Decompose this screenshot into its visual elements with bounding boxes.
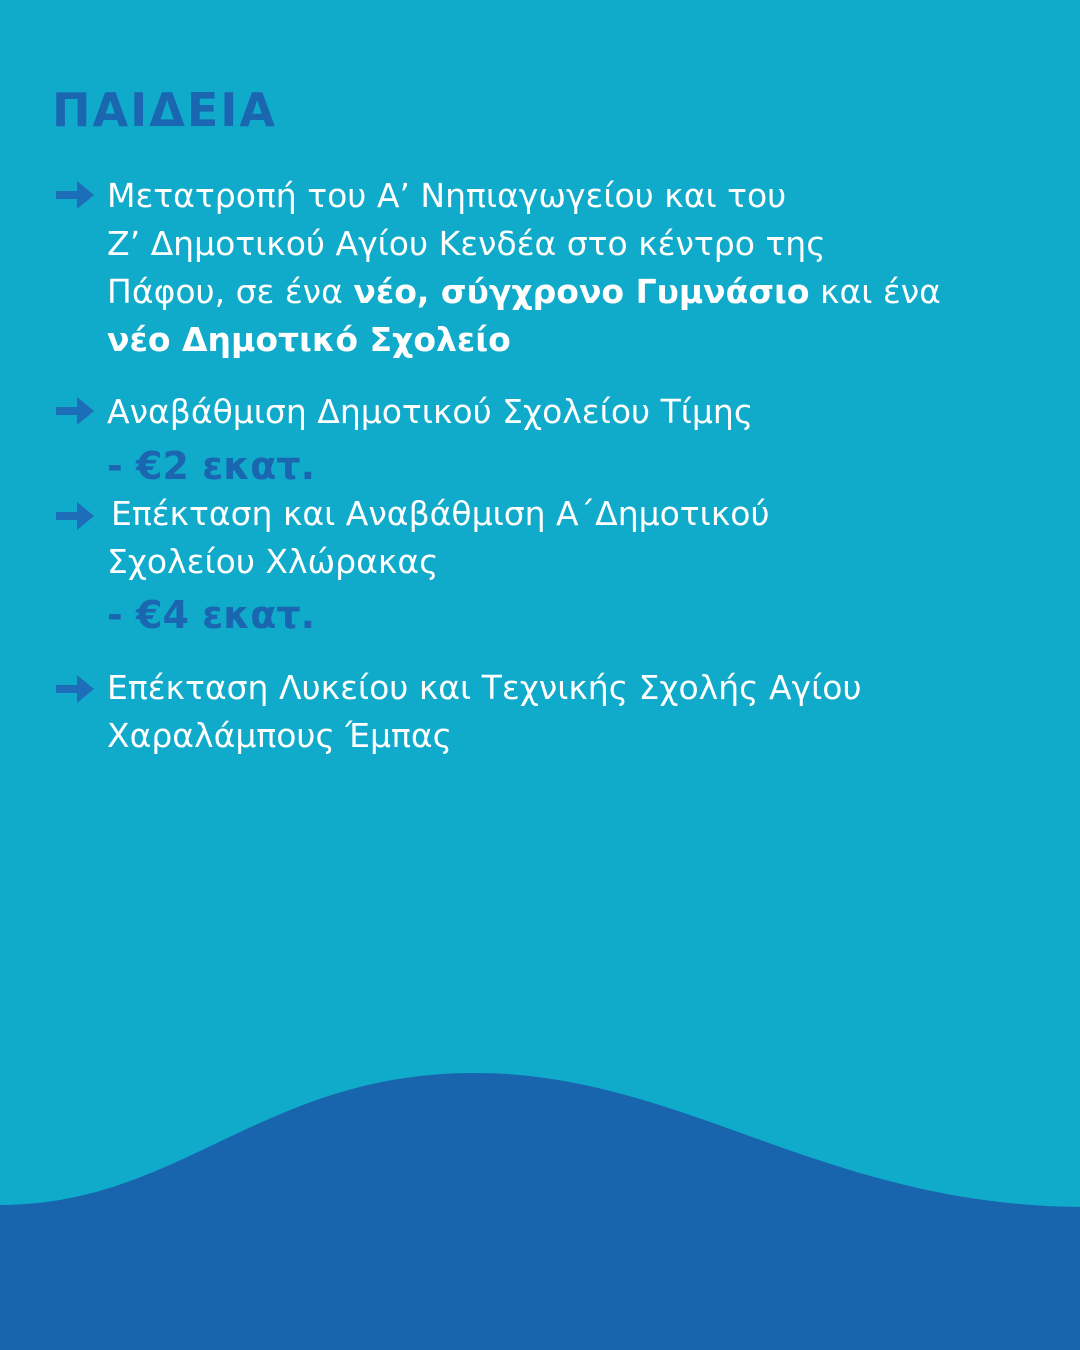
arrow-right-icon bbox=[54, 394, 96, 428]
text-line: Μετατροπή του Α’ Νηπιαγωγείου και του bbox=[107, 176, 787, 215]
bold-text-segment: νέο, σύγχρονο Γυμνάσιο bbox=[353, 272, 810, 311]
text-segment: και ένα bbox=[809, 272, 941, 311]
text-line bbox=[107, 316, 1044, 364]
text-line bbox=[107, 268, 1044, 316]
arrow-right-icon bbox=[54, 499, 96, 533]
text-line: Επέκταση Λυκείου και Τεχνικής Σχολής Αγίου bbox=[107, 668, 862, 707]
text-line: Επέκταση και Αναβάθμιση Α΄Δημοτικού bbox=[111, 494, 770, 533]
wave-decoration bbox=[0, 1065, 1080, 1350]
list-item-text bbox=[107, 664, 1044, 760]
cost-amount: - €4 εκατ. bbox=[107, 593, 316, 637]
list-item-text bbox=[107, 172, 1044, 364]
text-line: Χαραλάμπους Έμπας bbox=[107, 716, 452, 755]
list-item-text bbox=[107, 388, 1044, 436]
text-segment: Πάφου, σε ένα bbox=[107, 272, 354, 311]
cost-amount: - €2 εκατ. bbox=[107, 444, 316, 488]
text-line: Σχολείου Χλώρακας bbox=[107, 542, 439, 581]
arrow-right-icon bbox=[54, 672, 96, 706]
page-title: ΠΑΙΔΕΙΑ bbox=[52, 83, 277, 137]
text-line: Αναβάθμιση Δημοτικού Σχολείου Τίμης bbox=[107, 392, 754, 431]
list-item-text bbox=[107, 490, 1044, 586]
bold-text-segment: νέο Δημοτικό Σχολείο bbox=[107, 320, 511, 359]
text-line: Ζ’ Δημοτικού Αγίου Κενδέα στο κέντρο της bbox=[107, 224, 826, 263]
arrow-right-icon bbox=[54, 178, 96, 212]
